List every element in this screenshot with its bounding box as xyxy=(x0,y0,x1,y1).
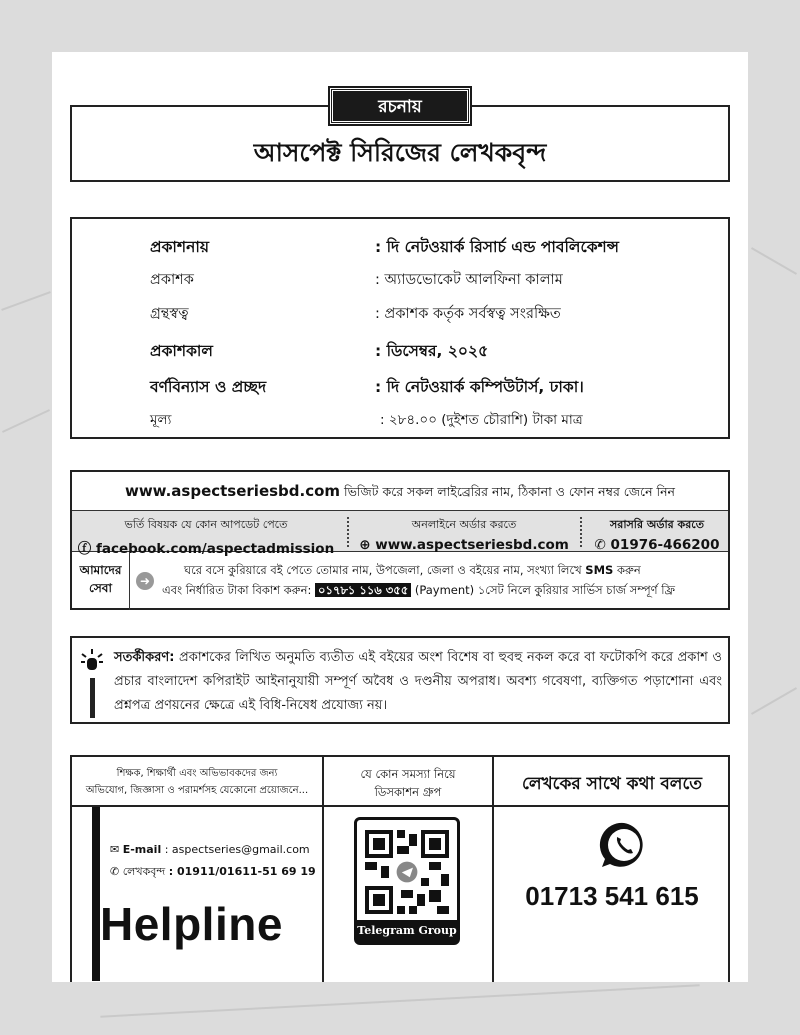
divider xyxy=(580,517,584,547)
writers-phone[interactable]: : 01911/01611-51 69 19 xyxy=(168,865,316,878)
info-label: গ্রন্থস্বত্ব xyxy=(150,306,189,322)
qr-caption: Telegram Group xyxy=(357,920,457,942)
info-label: প্রকাশকাল xyxy=(150,342,213,360)
contact-details xyxy=(110,839,316,883)
warning-text xyxy=(114,646,722,718)
website-note: ভিজিট করে সকল লাইব্রেরির নাম, ঠিকানা ও ফোন নম্বর জেনে নিন xyxy=(344,484,676,499)
email-row xyxy=(110,839,316,861)
info-row-publisher xyxy=(72,261,728,295)
authors-tag: রচনায় xyxy=(330,88,470,124)
helpline-note-line: শিক্ষক, শিক্ষার্থী এবং অভিভাবকদের জন্য xyxy=(116,768,278,779)
info-value: : ২৮৪.০০ (দুইশত চৌরাশি) টাকা মাত্র xyxy=(380,412,583,428)
sms-label: SMS xyxy=(585,563,614,577)
helpline-title: Helpline xyxy=(100,898,283,950)
service-text: এবং নির্ধারিত টাকা বিকাশ করুন: xyxy=(162,583,312,597)
our-service-label xyxy=(72,552,130,610)
info-label: প্রকাশক xyxy=(150,272,194,288)
website-line xyxy=(72,482,728,504)
service-line-2 xyxy=(162,583,675,597)
mail-icon: ✉ xyxy=(110,843,120,856)
discussion-group-heading xyxy=(324,765,492,801)
qr-code-icon xyxy=(357,822,457,922)
facebook-link[interactable]: facebook.com/aspectadmission xyxy=(95,541,335,557)
info-row-design xyxy=(72,367,728,401)
service-description xyxy=(162,560,727,600)
divider xyxy=(347,517,351,547)
book-imprint-page xyxy=(52,52,748,982)
service-text: (Payment) ১সেট নিলে কুরিয়ার সার্ভিস চার্জ সম্পূর্ণ ফ্রি xyxy=(414,583,675,597)
service-text: করুন xyxy=(616,563,641,577)
whatsapp-icon: ✆ xyxy=(594,537,606,553)
warning-label: সতর্কীকরণ: xyxy=(114,650,175,665)
website-link[interactable]: www.aspectseriesbd.com xyxy=(124,482,341,500)
globe-icon: ⊕ xyxy=(359,537,371,553)
copyright-warning-box xyxy=(70,636,730,724)
helpline-note xyxy=(72,765,322,799)
warning-body: প্রকাশকের লিখিত অনুমতি ব্যতীত এই বইয়ের অংশ বিশেষ বা হুবহু নকল করে বা ফটোকপি করে প্রকাশ ও প্রচার বাংলাদেশ কপিরাইট আইনানুযায়ী সম্পূর্ণ অবৈধ ও দণ্ডনীয় অপরাধ। অবশ্য গবেষণা, ব্যক্তিগত পড়াশোনা এবং প্রশ্নপত্র প্রণয়নের ক্ষেত্রে এই বিধি-নিষেধ প্রযোজ্য নয়। xyxy=(114,650,722,713)
writers-phone-row xyxy=(110,861,316,883)
info-label: প্রকাশনায় xyxy=(150,238,209,256)
info-label: মূল্য xyxy=(150,412,172,428)
author-phone[interactable]: 01713 541 615 xyxy=(525,881,699,911)
facebook-icon: ⓕ xyxy=(77,541,92,557)
service-label-line: সেবা xyxy=(89,581,112,595)
arrow-right-icon: ➜ xyxy=(136,572,154,590)
email-value[interactable]: : aspectseries@gmail.com xyxy=(164,843,310,856)
info-row-publisher-org xyxy=(72,227,728,261)
group-heading-line: যে কোন সমস্যা নিয়ে xyxy=(360,767,456,781)
info-value: : দি নেটওয়ার্ক কম্পিউটার্স, ঢাকা। xyxy=(375,378,584,396)
service-line-1 xyxy=(162,560,727,580)
info-value: : প্রকাশক কর্তৃক সর্বস্বত্ব সংরক্ষিত xyxy=(375,306,561,322)
direct-order-cell xyxy=(586,511,728,551)
info-value: : ডিসেম্বর, ২০২৫ xyxy=(375,342,489,360)
info-value: : অ্যাডভোকেট আলফিনা কালাম xyxy=(375,272,563,288)
direct-note: সরাসরি অর্ডার করতে xyxy=(610,518,704,531)
online-note: অনলাইনে অর্ডার করতে xyxy=(411,518,517,531)
direct-phone[interactable]: 01976-466200 xyxy=(610,537,720,553)
helpline-bar xyxy=(92,807,100,981)
info-row-publish-date xyxy=(72,331,728,365)
talk-to-author-heading: লেখকের সাথে কথা বলতে xyxy=(521,774,703,794)
telegram-qr-card[interactable] xyxy=(354,817,460,945)
helpline-note-line: অভিযোগ, জিজ্ঞাসা ও পরামর্শসহ যেকোনো প্রয়োজনে... xyxy=(85,785,309,796)
helpline-box xyxy=(70,755,730,982)
online-order-cell xyxy=(354,511,574,551)
authors-title: আসপেক্ট সিরিজের লেখকবৃন্দ xyxy=(253,138,547,167)
online-row xyxy=(354,537,574,553)
service-text: ঘরে বসে কুরিয়ারে বই পেতে তোমার নাম, উপজেলা, জেলা ও বইয়ের নাম, সংখ্যা লিখে xyxy=(184,563,582,577)
phone-icon: ✆ xyxy=(110,865,120,878)
whatsapp-icon xyxy=(598,819,650,871)
order-strip xyxy=(72,510,728,557)
info-row-price xyxy=(72,401,728,435)
order-info-box xyxy=(70,470,730,610)
group-heading-line: ডিসকাশন গ্রুপ xyxy=(374,785,442,799)
warning-bar xyxy=(90,678,95,718)
service-label-line: আমাদের xyxy=(79,563,122,577)
writers-label: লেখকবৃন্দ xyxy=(122,865,166,878)
admission-cell xyxy=(72,511,340,557)
alarm-light-icon xyxy=(80,648,104,674)
email-label: E-mail xyxy=(122,843,162,856)
divider xyxy=(72,805,728,807)
info-row-copyright xyxy=(72,295,728,329)
direct-row xyxy=(586,537,728,553)
admission-note: ভর্তি বিষয়ক যে কোন আপডেট পেতে xyxy=(124,518,288,531)
info-value: : দি নেটওয়ার্ক রিসার্চ এন্ড পাবলিকেশন্স xyxy=(375,238,619,256)
bkash-number: ০১৭৮১ ১১৬ ৩৫৫ xyxy=(315,583,411,597)
online-site-link[interactable]: www.aspectseriesbd.com xyxy=(375,537,569,553)
publication-info-table xyxy=(70,217,730,439)
info-label: বর্ণবিন্যাস ও প্রচ্ছদ xyxy=(150,378,267,396)
